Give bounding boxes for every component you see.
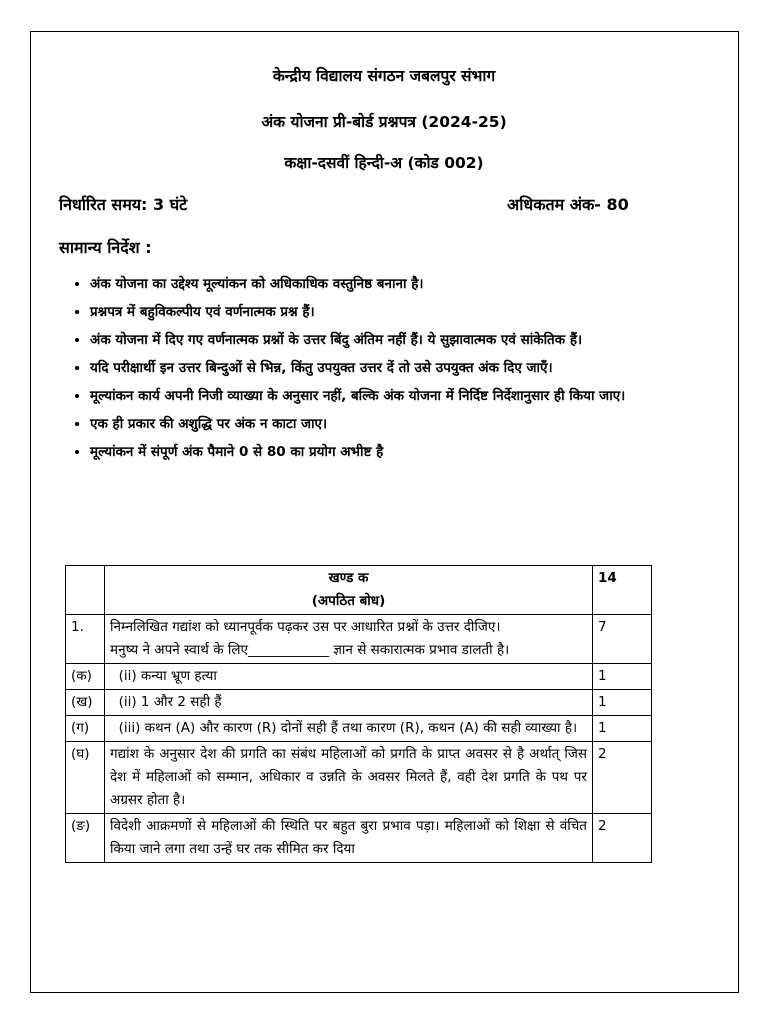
question-number: (क) (66, 664, 105, 690)
instructions-list (70, 272, 705, 468)
org-title: केन्द्रीय विद्यालय संगठन जबलपुर संभाग (272, 67, 496, 85)
instruction-item: • मूल्यांकन में संपूर्ण अंक पैमाने 0 से 80 का प्रयोग अभीष्ट है (90, 440, 705, 464)
instruction-item: • मूल्यांकन कार्य अपनी निजी व्याख्या के अनुसार नहीं, बल्कि अंक योजना में निर्दिष्ट निर्देशानुसार ही किया जाए। (90, 384, 705, 408)
question-number: (घ) (66, 742, 105, 814)
table-row (66, 690, 652, 716)
question-number: (ग) (66, 716, 105, 742)
table-cell (66, 566, 105, 615)
marking-scheme-table (65, 565, 652, 863)
marks-cell: 2 (593, 742, 652, 814)
marks-cell: 7 (593, 615, 652, 664)
answer-cell: (ii) 1 और 2 सही हैं (105, 690, 593, 716)
instruction-item: • अंक योजना का उद्देश्य मूल्यांकन को अधिकाधिक वस्तुनिष्ठ बनाना है। (90, 272, 705, 296)
answer-line: निम्नलिखित गद्यांश को ध्यानपूर्वक पढ़कर उस पर आधारित प्रश्नों के उत्तर दीजिए। (110, 619, 501, 635)
table-row (66, 742, 652, 814)
time-allowed: निर्धारित समय: 3 घंटे (59, 195, 188, 214)
answer-cell: (ii) कन्या भ्रूण हत्या (105, 664, 593, 690)
instruction-item: • यदि परीक्षार्थी इन उत्तर बिन्दुओं से भिन्न, किंतु उपयुक्त उत्तर दें तो उसे उपयुक्त अंक दिए जाएँ। (90, 356, 705, 380)
class-subject: कक्षा-दसवीं हिन्दी-अ (कोड 002) (284, 154, 484, 172)
section-title: खण्ड क (328, 570, 369, 586)
instruction-item: • अंक योजना में दिए गए वर्णनात्मक प्रश्नों के उत्तर बिंदु अंतिम नहीं हैं। ये सुझावात्मक एवं सांकेतिक हैं। (90, 328, 705, 352)
section-title-cell (105, 566, 593, 615)
general-instructions-heading: सामान्य निर्देश : (59, 238, 152, 257)
table-row (66, 814, 652, 863)
section-header-row (66, 566, 652, 615)
paper-title: अंक योजना प्री-बोर्ड प्रश्नपत्र (2024-25) (261, 113, 507, 131)
answer-cell: गद्यांश के अनुसार देश की प्रगति का संबंध महिलाओं को प्रगति के प्राप्त अवसर से है अर्थात् जिस देश में महिलाओं को सम्मान, अधिकार व उन्नति के अवसर मिलते हैं, वही देश प्रगति के पथ पर अग्रसर होता है। (105, 742, 593, 814)
answer-cell (105, 615, 593, 664)
question-number: 1. (66, 615, 105, 664)
max-marks: अधिकतम अंक- 80 (507, 195, 629, 214)
table-row (66, 664, 652, 690)
answer-cell: (iii) कथन (A) और कारण (R) दोनों सही हैं तथा कारण (R), कथन (A) की सही व्याख्या है। (105, 716, 593, 742)
marks-cell: 2 (593, 814, 652, 863)
table-row (66, 615, 652, 664)
section-subtitle: (अपठित बोध) (311, 593, 386, 609)
question-number: (ङ) (66, 814, 105, 863)
section-marks: 14 (593, 566, 652, 615)
instruction-item: • एक ही प्रकार की अशुद्धि पर अंक न काटा जाए। (90, 412, 705, 436)
question-number: (ख) (66, 690, 105, 716)
table-row (66, 716, 652, 742)
marks-cell: 1 (593, 690, 652, 716)
instruction-item: • प्रश्नपत्र में बहुविकल्पीय एवं वर्णनात्मक प्रश्न हैं। (90, 300, 705, 324)
answer-cell: विदेशी आक्रमणों से महिलाओं की स्थिति पर बहुत बुरा प्रभाव पड़ा। महिलाओं को शिक्षा से वंचित किया जाने लगा तथा उन्हें घर तक सीमित कर दिया (105, 814, 593, 863)
marks-cell: 1 (593, 664, 652, 690)
marks-cell: 1 (593, 716, 652, 742)
answer-line: मनुष्य ने अपने स्वार्थ के लिए____________ ज्ञान से सकारात्मक प्रभाव डालती है। (110, 642, 510, 658)
